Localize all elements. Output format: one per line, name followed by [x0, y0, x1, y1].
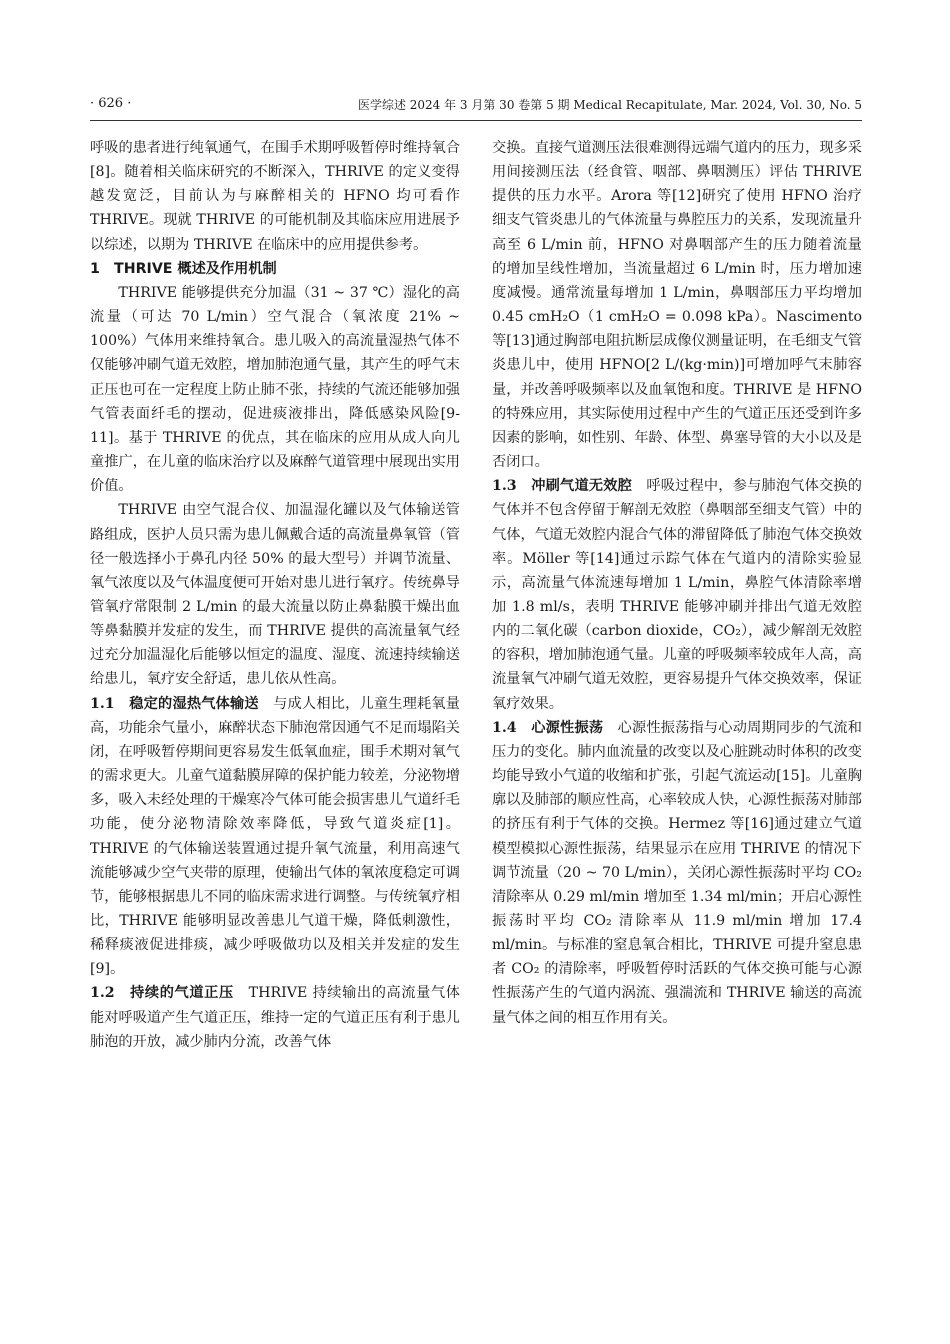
- intro-paragraph: 呼吸的患者进行纯氧通气，在围手术期呼吸暂停时维持氧合[8]。随着相关临床研究的不断深入，THRIVE 的定义变得越发宽泛，目前认为与麻醉相关的 HFNO 均可看作 THRIVE。现就 THRIVE 的可能机制及其临床应用进展予以综述，以期为 THRIVE 在临床中的应用提供参考。: [90, 140, 460, 253]
- subsection-1-2: [90, 981, 460, 1053]
- header-rule: [90, 120, 862, 121]
- page-header: [0, 0, 950, 130]
- subsection-1-1-number: 1.1: [90, 695, 115, 712]
- section-1-paragraph-2: THRIVE 由空气混合仪、加温湿化罐以及气体输送管路组成，医护人员只需为患儿佩戴合适的高流量鼻氧管（管径一般选择小于鼻孔内径 50% 的最大型号）并调节流量、氧气浓度以及气体温度便可开始对患儿进行氧疗。传统鼻导管氧疗常限制 2 L/min 的最大流量以防止鼻黏膜干燥出血等鼻黏膜并发症的发生，而 THRIVE 提供的高流量氧气经过充分加温湿化后能够以恒定的温度、湿度、流速持续输送给患儿，氧疗安全舒适，患儿依从性高。: [90, 502, 460, 688]
- subsection-1-4-text: 心源性振荡指与心动周期同步的气流和压力的变化。肺内血流量的改变以及心脏跳动时体积的改变均能导致小气道的收缩和扩张，引起气流运动[15]。儿童胸廓以及肺部的顺应性高，心率较成人快，心源性振荡对肺部的挤压有利于气体的交换。Hermez 等[16]通过建立气道模型模拟心源性振荡，结果显示在应用 THRIVE 的情况下调节流量（20 ~ 70 L/min），关闭心源性振荡时平均 CO₂ 清除率从 0.29 ml/min 增加至 1.34 ml/min；开启心源性振荡时平均 CO₂ 清除率从 11.9 ml/min 增加 17.4 ml/min。与标准的窒息氧合相比，THRIVE 可提升窒息患者 CO₂ 的清除率，呼吸暂停时活跃的气体交换可能与心源性振荡产生的气道内涡流、强湍流和 THRIVE 输送的高流量气体之间的相互作用有关。: [492, 719, 862, 1026]
- subsection-1-3-number: 1.3: [492, 478, 517, 495]
- subsection-1-4-number: 1.4: [492, 719, 517, 736]
- subsection-1-2-continued: 交换。直接气道测压法很难测得远端气道内的压力，现多采用间接测压法（经食管、咽部、鼻咽测压）评估 THRIVE 提供的压力水平。Arora 等[12]研究了使用 HFNO 治疗细支气管炎患儿的气体流量与鼻腔压力的关系，发现流量升高至 6 L/min 前，HFNO 对鼻咽部产生的压力随着流量的增加呈线性增加，当流量超过 6 L/min 时，压力增加速度减慢。通常流量每增加 1 L/min，鼻咽部压力平均增加 0.45 cmH₂O（1 cmH₂O = 0.098 kPa）。Nascimento 等[13]通过胸部电阻抗断层成像仪测量证明，在毛细支气管炎患儿中，使用 HFNO[2 L/(kg·min)]可增加呼气末肺容量，并改善呼吸频率以及血氧饱和度。THRIVE 是 HFNO 的特殊应用，其实际使用过程中产生的气道正压还受到许多因素的影响，如性别、年龄、体型、鼻塞导管的大小以及是否闭口。: [492, 140, 862, 471]
- subsection-1-4: [492, 716, 862, 1030]
- section-1-paragraph-1: THRIVE 能够提供充分加温（31 ~ 37 ℃）湿化的高流量（可达 70 L/min）空气混合（氧浓度 21% ~ 100%）气体用来维持氧合。患儿吸入的高流量湿热气体不仅能够冲刷气道无效腔，增加肺泡通气量，其产生的呼气末正压也可在一定程度上防止肺不张，持续的气流还能够加强气管表面纤毛的摆动，促进痰液排出，降低感染风险[9-11]。基于 THRIVE 的优点，其在临床的应用从成人向儿童推广，在儿童的临床治疗以及麻醉气道管理中展现出实用价值。: [90, 284, 460, 495]
- subsection-1-1-text: 与成人相比，儿童生理耗氧量高，功能余气量小，麻醉状态下肺泡常因通气不足而塌陷关闭，在呼吸暂停期间更容易发生低氧血症，围手术期对氧气的需求更大。儿童气道黏膜屏障的保护能力较差，分泌物增多，吸入未经处理的干燥寒冷气体可能会损害患儿气道纤毛功能，使分泌物清除效率降低，导致气道炎症[1]。THRIVE 的气体输送装置通过提升氧气流量，利用高速气流能够减少空气夹带的原理，使输出气体的氧浓度稳定可调节，能够根据患儿不同的临床需求进行调整。与传统氧疗相比，THRIVE 能够明显改善患儿气道干燥，降低刺激性，稀释痰液促进排痰，减少呼吸做功以及相关并发症的发生[9]。: [90, 695, 460, 978]
- left-column: [90, 136, 460, 1054]
- subsection-1-3: [492, 474, 862, 716]
- subsection-1-2-title: 持续的气道正压: [130, 985, 234, 1002]
- right-column: [492, 136, 862, 1030]
- page-number: · 626 ·: [90, 96, 132, 111]
- section-1-heading: 1 THRIVE 概述及作用机制: [90, 260, 277, 277]
- subsection-1-4-title: 心源性振荡: [531, 719, 604, 736]
- journal-citation-line: 医学综述 2024 年 3 月第 30 卷第 5 期 Medical Recapitulate, Mar. 2024, Vol. 30, No. 5: [357, 98, 862, 112]
- subsection-1-3-text: 呼吸过程中，参与肺泡气体交换的气体并不包含停留于解剖无效腔（鼻咽部至细支气管）中的气体，气道无效腔内混合气体的滞留降低了肺泡气体交换效率。Möller 等[14]通过示踪气体在气道内的清除实验显示，高流量气体流速每增加 1 L/min，鼻腔气体清除率增加 1.8 ml/s，表明 THRIVE 能够冲刷并排出气道无效腔内的二氧化碳（carbon dioxide，CO₂），减少解剖无效腔的容积，增加肺泡通气量。儿童的呼吸频率较成年人高，高流量氧气冲刷气道无效腔，更容易提升气体交换效率，保证氧疗效果。: [492, 478, 862, 712]
- subsection-1-2-number: 1.2: [90, 985, 115, 1002]
- subsection-1-1: [90, 692, 460, 982]
- subsection-1-2-text: THRIVE 持续输出的高流量气体能对呼吸道产生气道正压，维持一定的气道正压有利于患儿肺泡的开放，减少肺内分流，改善气体: [90, 985, 460, 1050]
- subsection-1-1-title: 稳定的湿热气体输送: [129, 695, 259, 712]
- subsection-1-3-title: 冲刷气道无效腔: [531, 478, 632, 495]
